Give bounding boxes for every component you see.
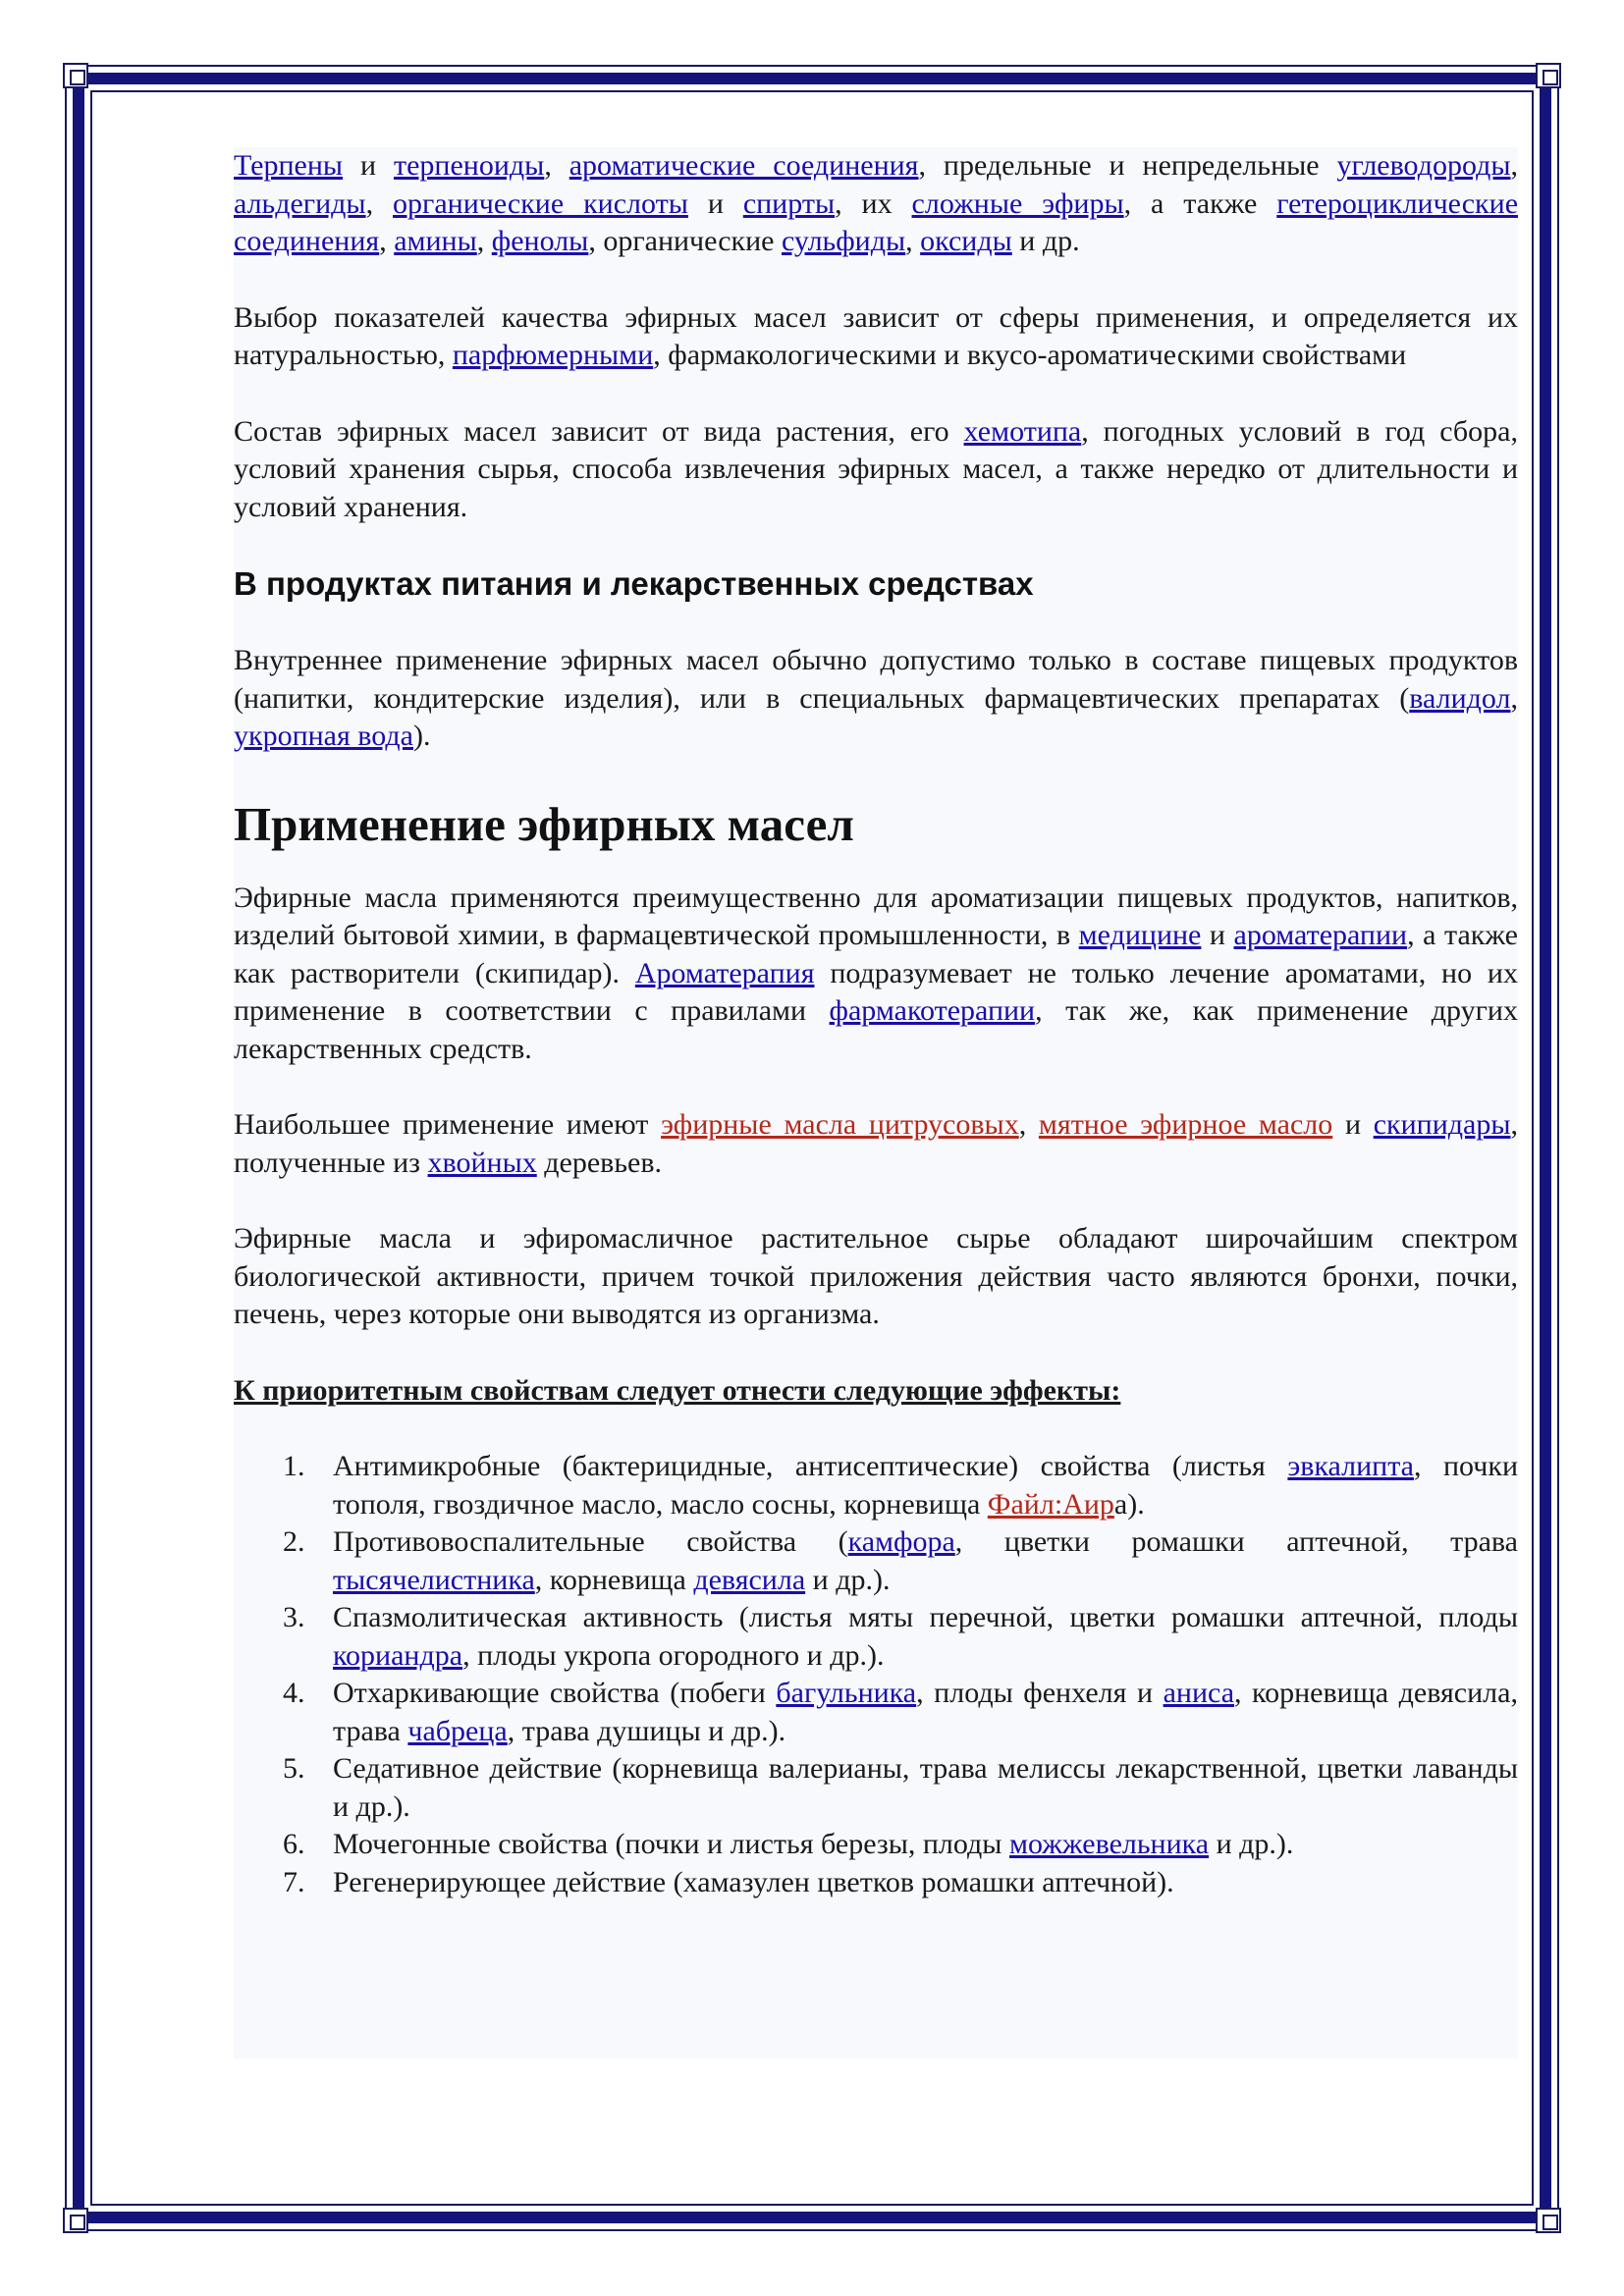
link-phenols[interactable]: фенолы — [491, 225, 589, 257]
link-citrus-oils[interactable]: эфирные масла цитрусовых — [661, 1108, 1019, 1141]
list-item: 6. Мочегонные свойства (почки и листья березы, плоды можжевельника и др.). — [283, 1828, 1294, 1860]
paragraph-biological-activity: Эфирные масла и эфиромасличное растительное сырье обладают широчайшим спектром биологической активности, причем точкой приложения действия часто являются бронхи, почки, печень, через которые они выводятся из организма. — [234, 1222, 1518, 1330]
link-camphor[interactable]: камфора — [847, 1525, 955, 1558]
link-turpentines[interactable]: скипидары — [1373, 1108, 1511, 1141]
list-item: 2. Противовоспалительные свойства (камфора, цветки ромашки аптечной, трава тысячелистника, корневища девясила и др.). — [283, 1525, 1518, 1596]
link-terpenoids[interactable]: терпеноиды — [393, 149, 545, 182]
paragraph-composition-factors: Состав эфирных масел зависит от вида растения, его хемотипа, погодных условий в год сбора, условий хранения сырья, способа извлечения эфирных масел, а также нередко от длительности и условий хранения. — [234, 414, 1518, 523]
paragraph-most-used: Наибольшее применение имеют эфирные масла цитрусовых, мятное эфирное масло и скипидары, полученные из хвойных деревьев. — [234, 1108, 1518, 1179]
link-file-air[interactable]: Файл:Аир — [987, 1487, 1114, 1521]
link-terpenes[interactable]: Терпены — [234, 149, 344, 182]
document-body — [234, 147, 1518, 2058]
link-perfume[interactable]: парфюмерными — [452, 339, 654, 371]
link-medicine[interactable]: медицине — [1078, 919, 1202, 951]
border-corner-ornament — [1536, 2208, 1561, 2233]
link-conifers[interactable]: хвойных — [427, 1146, 537, 1179]
paragraph-internal-use: Внутреннее применение эфирных масел обычно допустимо только в составе пищевых продуктов (напитки, кондитерские изделия), или в специальных фармацевтических препаратах (валидол, укропная вода). — [234, 644, 1518, 752]
border-corner-ornament — [1536, 63, 1561, 88]
paragraph-composition-classes: Терпены и терпеноиды, ароматические соединения, предельные и непредельные углеводороды, альдегиды, органические кислоты и спирты, их сложные эфиры, а также гетероциклические соединения, амины, фенолы, органические сульфиды, оксиды и др. — [234, 149, 1519, 257]
link-alcohols[interactable]: спирты — [742, 187, 836, 220]
link-thyme[interactable]: чабреца — [407, 1714, 508, 1747]
link-organic-acids[interactable]: органические кислоты — [393, 187, 688, 220]
border-corner-ornament — [63, 63, 88, 88]
link-coriander[interactable]: кориандра — [333, 1638, 463, 1672]
link-validol[interactable]: валидол — [1409, 681, 1511, 715]
link-elecampane[interactable]: девясила — [693, 1563, 806, 1596]
link-yarrow[interactable]: тысячелистника — [333, 1563, 535, 1596]
paragraph-usage: Эфирные масла применяются преимущественно для ароматизации пищевых продуктов, напитков, изделий бытовой химии, в фармацевтической промышленности, в медицине и ароматерапии, а также как растворители (скипидар). Ароматерапия подразумевает не только лечение ароматами, но их применение в соответствии с правилами фармакотерапии, так же, как применение других лекарственных средств. — [234, 881, 1518, 1065]
link-ledum[interactable]: багульника — [776, 1677, 917, 1709]
link-chemotype[interactable]: хемотипа — [963, 414, 1082, 448]
link-heterocyclic[interactable]: гетероциклические соединения — [234, 187, 1519, 257]
paragraph-quality-indicators: Выбор показателей качества эфирных масел зависит от сферы применения, и определяется их натуральностью, парфюмерными, фармакологическими и вкусо-ароматическими свойствами — [234, 300, 1518, 371]
list-item: 3. Спазмолитическая активность (листья мяты перечной, цветки ромашки аптечной, плоды кориандра, плоды укропа огородного и др.). — [283, 1601, 1518, 1672]
link-dill-water[interactable]: укропная вода — [234, 720, 413, 752]
link-pharmacotherapy[interactable]: фармакотерапии — [829, 994, 1036, 1027]
link-eucalyptus[interactable]: эвкалипта — [1287, 1450, 1414, 1482]
heading-food-and-medicine: В продуктах питания и лекарственных средствах — [234, 565, 1034, 602]
list-item: 5. Седативное действие (корневища валерианы, трава мелиссы лекарственной, цветки лаванды и др.). — [283, 1752, 1518, 1823]
link-aromatherapy-lower[interactable]: ароматерапии — [1233, 919, 1408, 951]
link-juniper[interactable]: можжевельника — [1008, 1828, 1210, 1860]
link-oxides[interactable]: оксиды — [920, 225, 1012, 257]
link-amines[interactable]: амины — [394, 225, 477, 257]
link-sulfides[interactable]: сульфиды — [781, 225, 906, 257]
heading-usage: Применение эфирных масел — [234, 796, 854, 851]
list-item: 7. Регенерирующее действие (хамазулен цветков ромашки аптечной). — [283, 1865, 1174, 1898]
list-item: 4. Отхаркивающие свойства (побеги багульника, плоды фенхеля и аниса, корневища девясила, трава чабреца, трава душицы и др.). — [283, 1677, 1518, 1747]
link-hydrocarbons[interactable]: углеводороды — [1336, 149, 1511, 182]
properties-title: К приоритетным свойствам следует отнести следующие эффекты: — [234, 1373, 1121, 1407]
list-item: 1. Антимикробные (бактерицидные, антисептические) свойства (листья эвкалипта, почки тополя, гвоздичное масло, масло сосны, корневища Файл:Аира). — [283, 1450, 1519, 1521]
border-corner-ornament — [63, 2208, 88, 2233]
link-mint-oil[interactable]: мятное эфирное масло — [1038, 1108, 1333, 1141]
link-anise[interactable]: аниса — [1163, 1677, 1235, 1709]
link-esters[interactable]: сложные эфиры — [911, 187, 1124, 220]
link-aromatherapy[interactable]: Ароматерапия — [634, 956, 815, 989]
effects-list — [234, 1448, 1518, 1901]
link-aldehydes[interactable]: альдегиды — [234, 187, 366, 220]
link-aromatic-compounds[interactable]: ароматические соединения — [568, 149, 919, 182]
